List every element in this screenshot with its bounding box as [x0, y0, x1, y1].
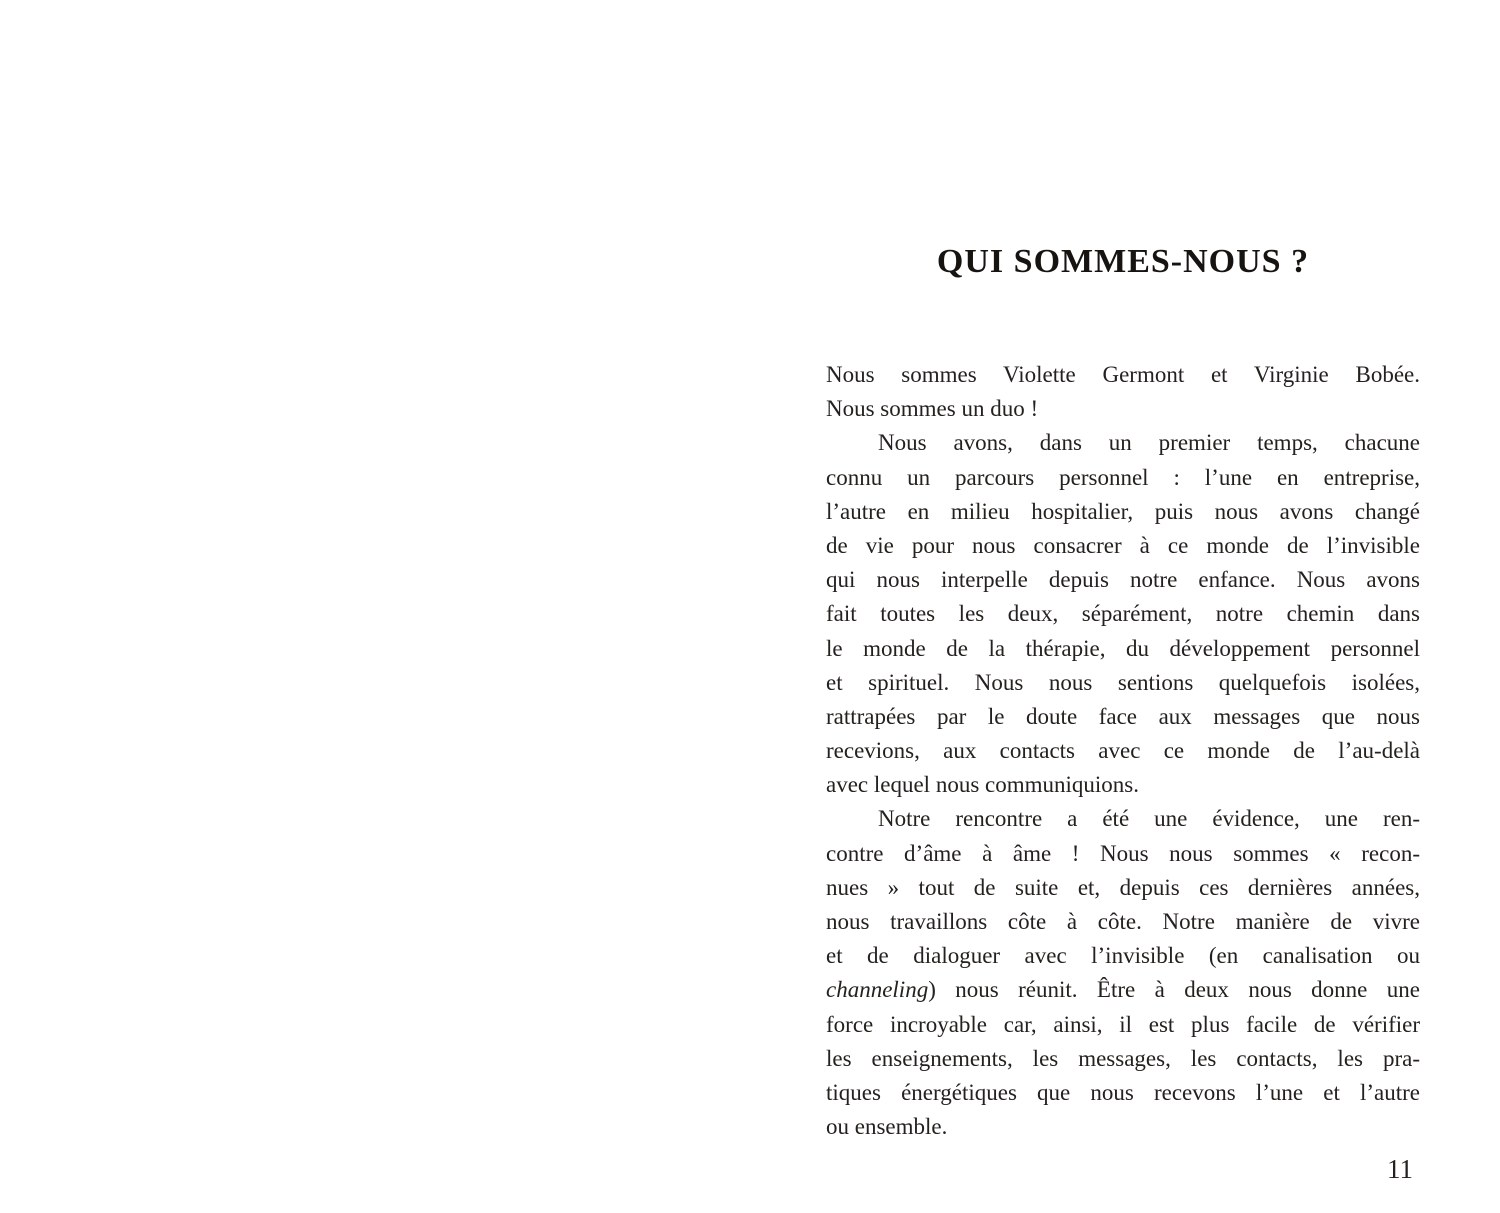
text-line: [826, 734, 1420, 768]
text-segment: tiques énergétiques que nous recevons l’une et l’autre: [826, 1079, 1420, 1105]
text-line: [826, 426, 1420, 460]
text-line: [826, 939, 1420, 973]
text-line: [826, 529, 1420, 563]
text-segment: l’autre en milieu hospitalier, puis nous avons changé: [826, 498, 1420, 524]
page-number: 11: [1387, 1154, 1413, 1184]
text-segment: Nous sommes un duo !: [826, 396, 1039, 422]
text-segment: connu un parcours personnel : l’une en entreprise,: [826, 464, 1420, 490]
text-segment: fait toutes les deux, séparément, notre chemin dans: [826, 601, 1420, 627]
text-line: [826, 666, 1420, 700]
italic-text: channeling: [826, 977, 929, 1003]
text-line: [826, 563, 1420, 597]
text-line: [826, 1110, 1420, 1144]
text-line: [826, 768, 1420, 802]
text-line: [826, 871, 1420, 905]
page-body: [826, 358, 1420, 1144]
text-line: [826, 837, 1420, 871]
text-line: [826, 495, 1420, 529]
text-line: [826, 392, 1420, 426]
text-segment: et de dialoguer avec l’invisible (en canalisation ou: [826, 943, 1420, 969]
text-line: [826, 802, 1420, 836]
text-line: [826, 973, 1420, 1007]
text-line: [826, 700, 1420, 734]
text-column: [826, 0, 1420, 1213]
text-segment: rattrapées par le doute face aux messages que nous: [826, 703, 1420, 729]
text-segment: ) nous réunit. Être à deux nous donne une: [928, 977, 1420, 1003]
text-segment: force incroyable car, ainsi, il est plus facile de vérifier: [826, 1011, 1420, 1037]
text-segment: contre d’âme à âme ! Nous nous sommes « recon-: [826, 840, 1420, 866]
text-segment: ou ensemble.: [826, 1114, 948, 1140]
text-segment: le monde de la thérapie, du développement personnel: [826, 635, 1420, 661]
text-segment: nues » tout de suite et, depuis ces dernières années,: [826, 874, 1420, 900]
text-segment: avec lequel nous communiquions.: [826, 772, 1139, 798]
text-segment: recevions, aux contacts avec ce monde de l’au-delà: [826, 738, 1420, 764]
text-segment: Notre rencontre a été une évidence, une ren-: [878, 806, 1420, 832]
text-line: [826, 597, 1420, 631]
text-line: [826, 1042, 1420, 1076]
text-line: [826, 358, 1420, 392]
text-segment: Nous sommes Violette Germont et Virginie Bobée.: [826, 362, 1420, 387]
text-segment: et spirituel. Nous nous sentions quelquefois isolées,: [826, 669, 1420, 695]
text-segment: Nous avons, dans un premier temps, chacune: [878, 430, 1420, 456]
text-segment: les enseignements, les messages, les contacts, les pra-: [826, 1045, 1420, 1071]
text-segment: qui nous interpelle depuis notre enfance. Nous avons: [826, 567, 1420, 593]
text-line: [826, 1076, 1420, 1110]
text-line: [826, 461, 1420, 495]
text-line: [826, 632, 1420, 666]
text-line: [826, 905, 1420, 939]
text-segment: nous travaillons côte à côte. Notre manière de vivre: [826, 909, 1420, 934]
chapter-title: QUI SOMMES-NOUS ?: [936, 243, 1310, 280]
text-segment: de vie pour nous consacrer à ce monde de l’invisible: [826, 532, 1420, 558]
text-line: [826, 1008, 1420, 1042]
